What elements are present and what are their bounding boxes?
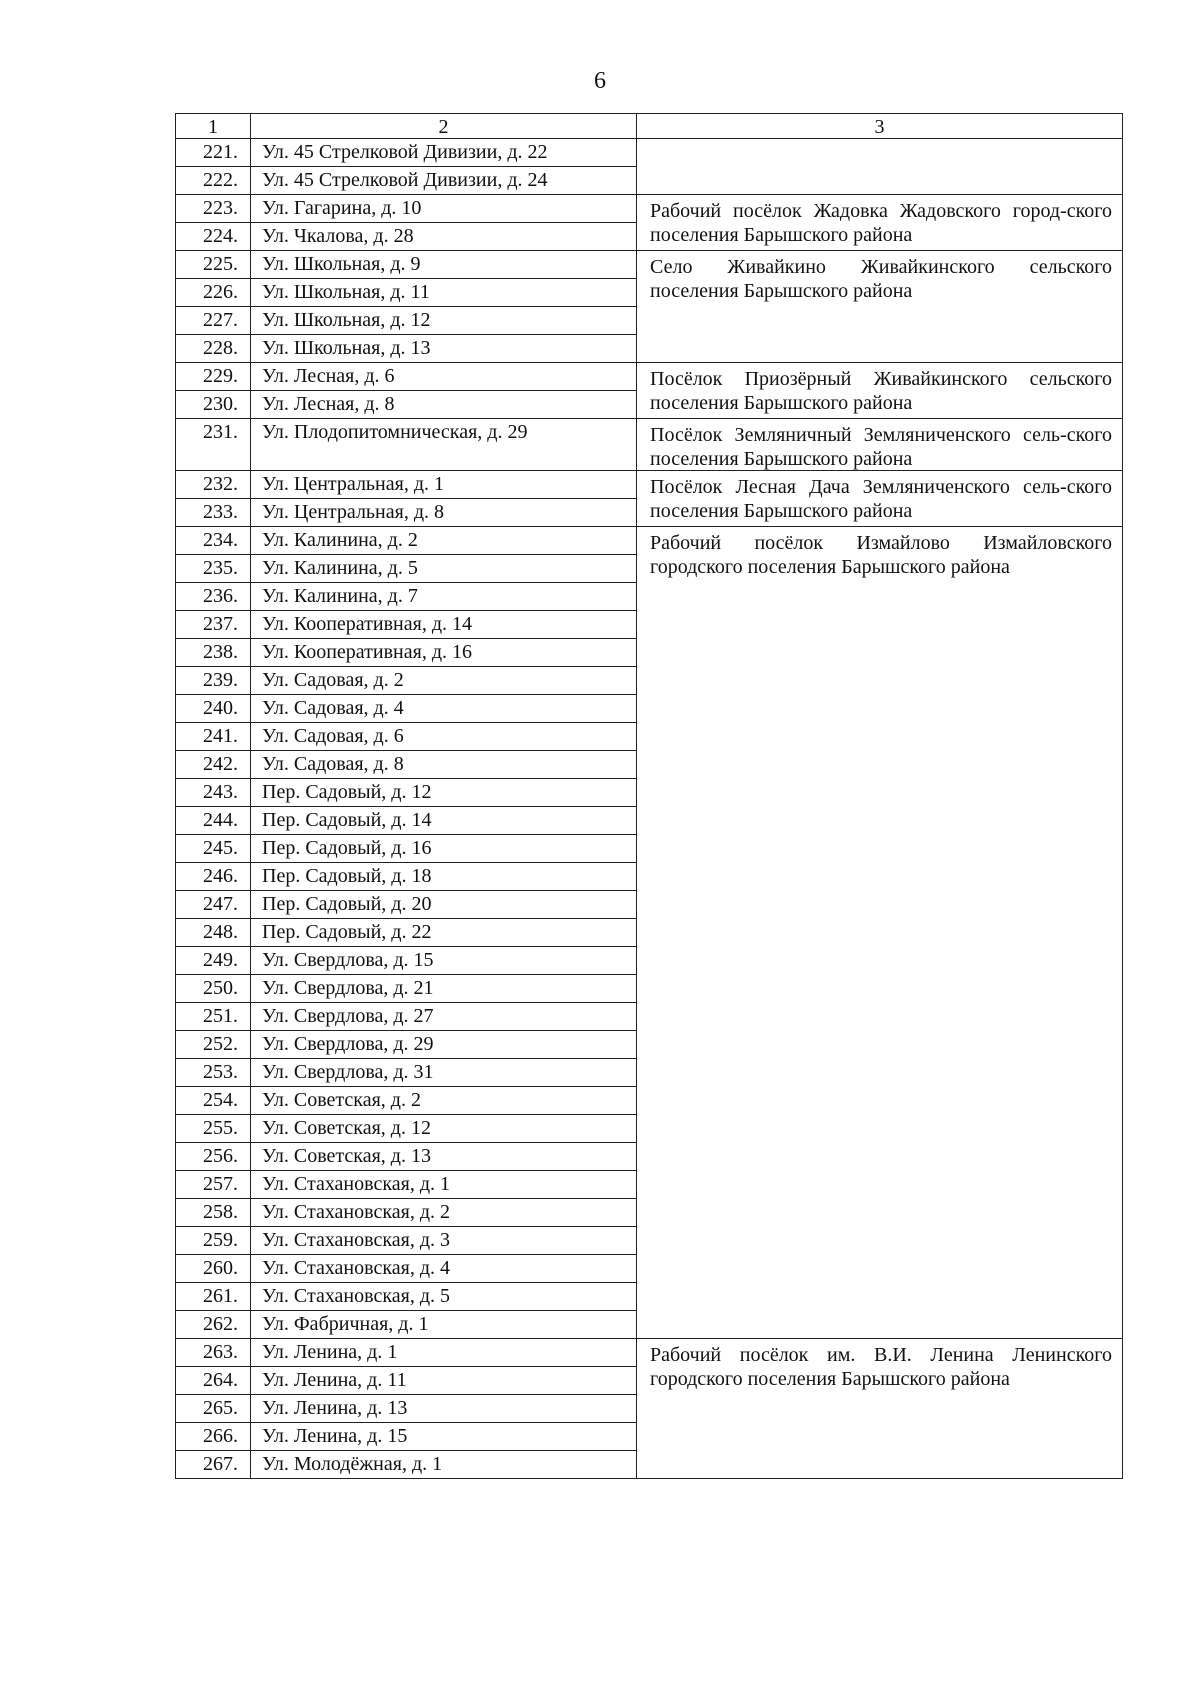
row-number: 248. xyxy=(175,919,250,947)
row-number: 258. xyxy=(175,1199,250,1227)
row-address: Ул. Стахановская, д. 4 xyxy=(250,1255,636,1283)
row-address: Ул. Садовая, д. 8 xyxy=(250,751,636,779)
header-col2: 2 xyxy=(250,113,636,139)
row-address: Ул. Калинина, д. 7 xyxy=(250,583,636,611)
row-address: Ул. Школьная, д. 13 xyxy=(250,335,636,363)
row-number: 231. xyxy=(175,419,250,471)
row-number: 247. xyxy=(175,891,250,919)
row-address: Ул. Садовая, д. 2 xyxy=(250,667,636,695)
row-address: Ул. Советская, д. 12 xyxy=(250,1115,636,1143)
row-number: 228. xyxy=(175,335,250,363)
row-address: Ул. Стахановская, д. 2 xyxy=(250,1199,636,1227)
row-number: 244. xyxy=(175,807,250,835)
row-number: 230. xyxy=(175,391,250,419)
row-number: 265. xyxy=(175,1395,250,1423)
row-address: Ул. Центральная, д. 1 xyxy=(250,471,636,499)
row-address: Ул. Лесная, д. 6 xyxy=(250,363,636,391)
row-number: 251. xyxy=(175,1003,250,1031)
page-number: 6 xyxy=(594,68,606,94)
row-address: Ул. Стахановская, д. 3 xyxy=(250,1227,636,1255)
row-address: Ул. Калинина, д. 2 xyxy=(250,527,636,555)
row-number: 245. xyxy=(175,835,250,863)
row-address: Ул. Плодопитомническая, д. 29 xyxy=(250,419,636,471)
row-number: 267. xyxy=(175,1451,250,1479)
row-address: Ул. Стахановская, д. 1 xyxy=(250,1171,636,1199)
row-address: Ул. Стахановская, д. 5 xyxy=(250,1283,636,1311)
row-number: 246. xyxy=(175,863,250,891)
row-number: 236. xyxy=(175,583,250,611)
row-number: 262. xyxy=(175,1311,250,1339)
row-number: 229. xyxy=(175,363,250,391)
row-address: Ул. Свердлова, д. 29 xyxy=(250,1031,636,1059)
header-col1: 1 xyxy=(175,113,250,139)
row-number: 240. xyxy=(175,695,250,723)
row-number: 261. xyxy=(175,1283,250,1311)
row-address: Ул. Центральная, д. 8 xyxy=(250,499,636,527)
row-address: Пер. Садовый, д. 12 xyxy=(250,779,636,807)
row-address: Ул. Ленина, д. 13 xyxy=(250,1395,636,1423)
row-number: 260. xyxy=(175,1255,250,1283)
row-address: Ул. 45 Стрелковой Дивизии, д. 24 xyxy=(250,167,636,195)
row-address: Ул. Свердлова, д. 27 xyxy=(250,1003,636,1031)
settlement-cell: Рабочий посёлок Жадовка Жадовского город-ского поселения Барышского района xyxy=(636,195,1123,251)
row-number: 232. xyxy=(175,471,250,499)
row-number: 225. xyxy=(175,251,250,279)
row-number: 237. xyxy=(175,611,250,639)
row-address: Ул. Кооперативная, д. 14 xyxy=(250,611,636,639)
settlement-cell: Посёлок Приозёрный Живайкинского сельского поселения Барышского района xyxy=(636,363,1123,419)
number-column xyxy=(175,113,250,1479)
row-address: Ул. Садовая, д. 6 xyxy=(250,723,636,751)
row-number: 253. xyxy=(175,1059,250,1087)
row-number: 249. xyxy=(175,947,250,975)
row-number: 266. xyxy=(175,1423,250,1451)
row-number: 250. xyxy=(175,975,250,1003)
row-address: Ул. 45 Стрелковой Дивизии, д. 22 xyxy=(250,139,636,167)
row-number: 256. xyxy=(175,1143,250,1171)
row-number: 257. xyxy=(175,1171,250,1199)
row-number: 254. xyxy=(175,1087,250,1115)
row-number: 234. xyxy=(175,527,250,555)
settlement-cell: Рабочий посёлок Измайлово Измайловского городского поселения Барышского района xyxy=(636,527,1123,1339)
row-address: Ул. Гагарина, д. 10 xyxy=(250,195,636,223)
address-column xyxy=(250,113,636,1479)
row-address: Ул. Ленина, д. 11 xyxy=(250,1367,636,1395)
row-number: 252. xyxy=(175,1031,250,1059)
row-number: 243. xyxy=(175,779,250,807)
row-address: Ул. Фабричная, д. 1 xyxy=(250,1311,636,1339)
row-number: 223. xyxy=(175,195,250,223)
row-address: Ул. Свердлова, д. 31 xyxy=(250,1059,636,1087)
row-address: Пер. Садовый, д. 16 xyxy=(250,835,636,863)
row-number: 227. xyxy=(175,307,250,335)
row-address: Пер. Садовый, д. 22 xyxy=(250,919,636,947)
row-address: Ул. Садовая, д. 4 xyxy=(250,695,636,723)
row-address: Ул. Лесная, д. 8 xyxy=(250,391,636,419)
row-address: Ул. Кооперативная, д. 16 xyxy=(250,639,636,667)
row-number: 238. xyxy=(175,639,250,667)
row-address: Ул. Ленина, д. 15 xyxy=(250,1423,636,1451)
row-number: 221. xyxy=(175,139,250,167)
row-address: Ул. Школьная, д. 12 xyxy=(250,307,636,335)
row-address: Пер. Садовый, д. 20 xyxy=(250,891,636,919)
row-address: Ул. Ленина, д. 1 xyxy=(250,1339,636,1367)
settlement-cell xyxy=(636,139,1123,195)
row-number: 259. xyxy=(175,1227,250,1255)
settlement-cell: Посёлок Земляничный Земляниченского сель-ского поселения Барышского района xyxy=(636,419,1123,471)
row-number: 235. xyxy=(175,555,250,583)
row-address: Пер. Садовый, д. 18 xyxy=(250,863,636,891)
settlement-cell: Посёлок Лесная Дача Земляниченского сель-ского поселения Барышского района xyxy=(636,471,1123,527)
row-address: Ул. Молодёжная, д. 1 xyxy=(250,1451,636,1479)
row-number: 233. xyxy=(175,499,250,527)
row-number: 255. xyxy=(175,1115,250,1143)
row-number: 263. xyxy=(175,1339,250,1367)
settlement-column xyxy=(636,113,1123,1479)
row-address: Ул. Калинина, д. 5 xyxy=(250,555,636,583)
row-address: Ул. Советская, д. 13 xyxy=(250,1143,636,1171)
row-number: 241. xyxy=(175,723,250,751)
row-number: 242. xyxy=(175,751,250,779)
header-col3: 3 xyxy=(636,113,1123,139)
row-address: Ул. Советская, д. 2 xyxy=(250,1087,636,1115)
row-address: Пер. Садовый, д. 14 xyxy=(250,807,636,835)
row-number: 264. xyxy=(175,1367,250,1395)
row-number: 222. xyxy=(175,167,250,195)
row-number: 226. xyxy=(175,279,250,307)
settlement-cell: Село Живайкино Живайкинского сельского поселения Барышского района xyxy=(636,251,1123,363)
row-address: Ул. Школьная, д. 9 xyxy=(250,251,636,279)
row-address: Ул. Чкалова, д. 28 xyxy=(250,223,636,251)
row-number: 239. xyxy=(175,667,250,695)
row-address: Ул. Школьная, д. 11 xyxy=(250,279,636,307)
row-number: 224. xyxy=(175,223,250,251)
settlement-cell: Рабочий посёлок им. В.И. Ленина Ленинского городского поселения Барышского района xyxy=(636,1339,1123,1479)
row-address: Ул. Свердлова, д. 15 xyxy=(250,947,636,975)
row-address: Ул. Свердлова, д. 21 xyxy=(250,975,636,1003)
